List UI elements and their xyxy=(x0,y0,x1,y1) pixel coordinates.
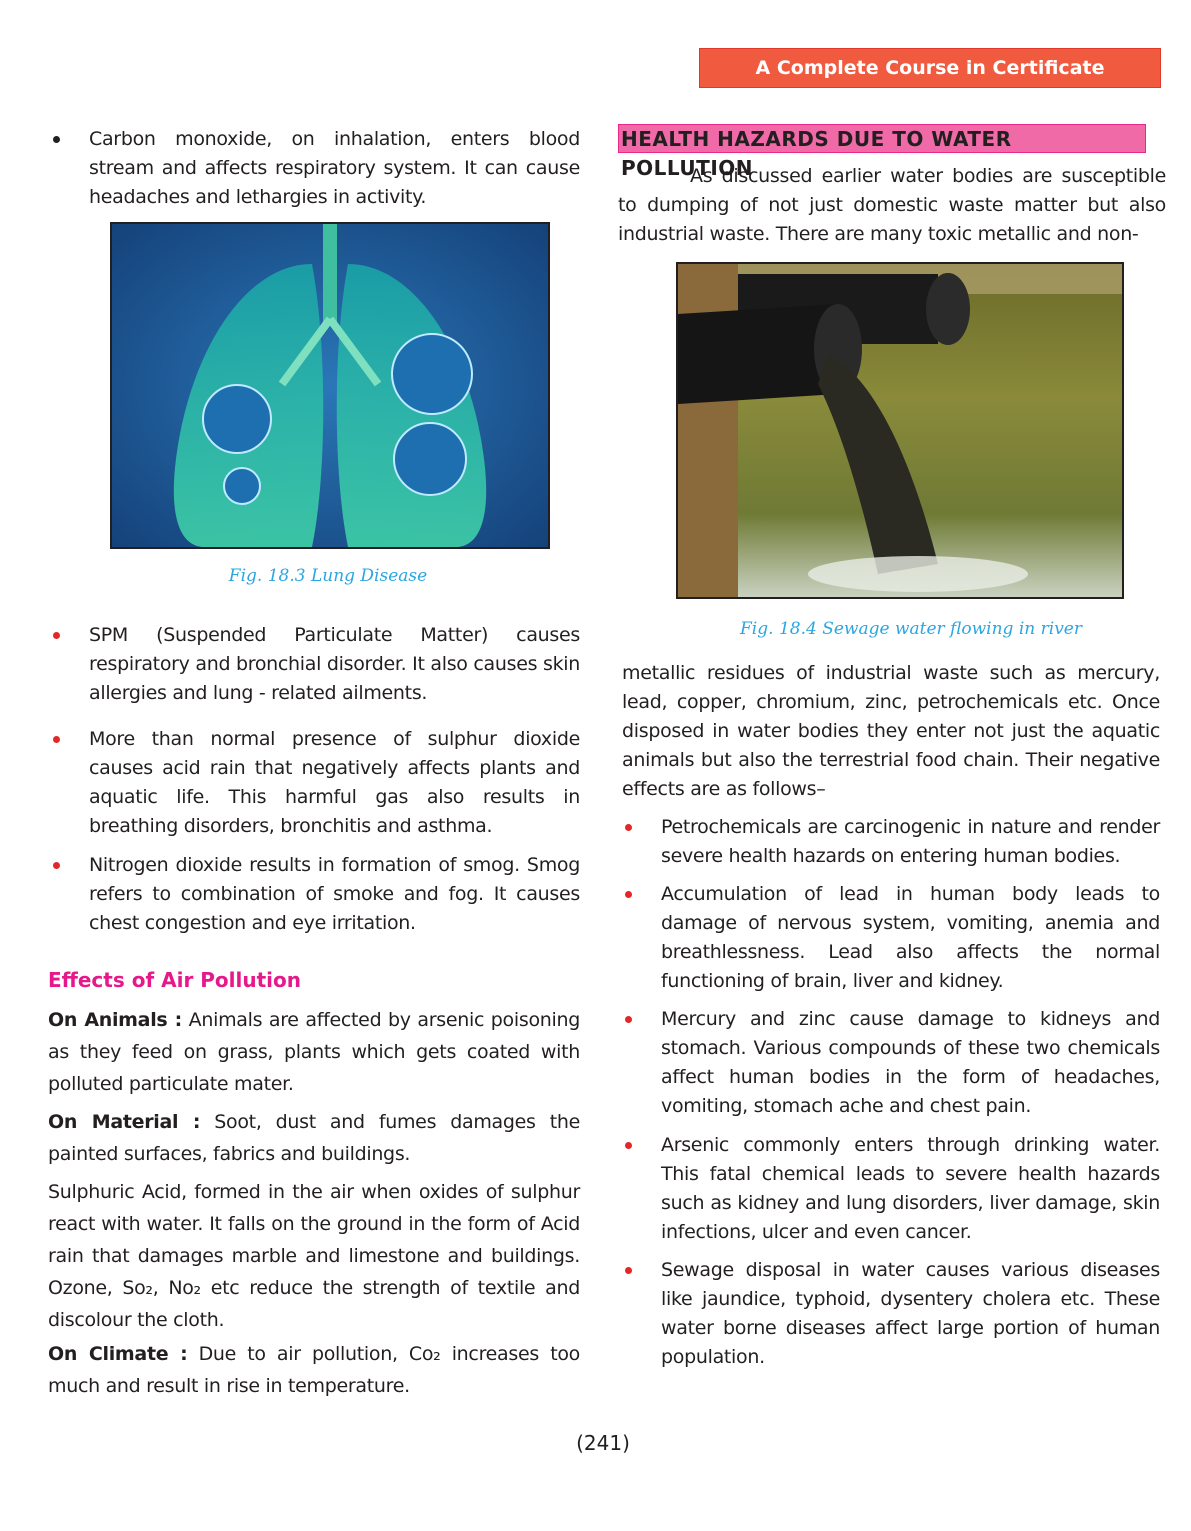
climate-label: On Climate : xyxy=(48,1343,188,1365)
bullet-text: Arsenic commonly enters through drinking water. This fatal chemical leads to severe health hazards such as kidney and lung disorders, liver damage, skin infections, ulcer and even cancer. xyxy=(661,1134,1160,1243)
section-heading: HEALTH HAZARDS DUE TO WATER POLLUTION xyxy=(618,124,1146,153)
fig-lung-caption: Fig. 18.3 Lung Disease xyxy=(228,566,428,586)
animals-label: On Animals : xyxy=(48,1009,182,1031)
bullet-icon xyxy=(625,824,632,831)
effects-heading: Effects of Air Pollution xyxy=(48,968,302,992)
bullet-icon xyxy=(53,862,60,869)
bullet-text: Nitrogen dioxide results in formation of smog. Smog refers to combination of smoke and fog. It causes chest congestion and eye irritation. xyxy=(89,854,580,934)
bullet-sewage xyxy=(661,1256,1160,1372)
metallic-residues-paragraph: metallic residues of industrial waste such as mercury, lead, copper, chromium, zinc, petrochemicals etc. Once disposed in water bodies they enter not just the aquatic animals but also the terrestrial food chain. Their negative effects are as follows– xyxy=(622,662,1160,800)
bullet-text: Accumulation of lead in human body leads to damage of nervous system, vomiting, anemia and breathlessness. Lead also affects the normal functioning of brain, liver and kidney. xyxy=(661,883,1160,992)
bullet-spm xyxy=(89,621,580,708)
bullet-text: Sewage disposal in water causes various diseases like jaundice, typhoid, dysentery cholera etc. These water borne diseases affect large portion of human population. xyxy=(661,1259,1160,1368)
bullet-icon xyxy=(53,736,60,743)
bullet-text: More than normal presence of sulphur dioxide causes acid rain that negatively affects plants and aquatic life. This harmful gas also results in breathing disorders, bronchitis and asthma. xyxy=(89,728,580,837)
page-number: (241) xyxy=(576,1431,630,1455)
bullet-lead xyxy=(661,880,1160,996)
bullet-icon xyxy=(625,1267,632,1274)
sulphuric-acid-paragraph: Sulphuric Acid, formed in the air when oxides of sulphur react with water. It falls on the ground in the form of Acid rain that damages marble and limestone and buildings. Ozone, So₂, No₂ etc reduce the strength of textile and discolour the cloth. xyxy=(48,1181,580,1331)
on-material-paragraph xyxy=(48,1106,580,1170)
bullet-mercury-zinc xyxy=(661,1005,1160,1121)
on-animals-paragraph xyxy=(48,1004,580,1100)
bullet-icon xyxy=(625,1142,632,1149)
bullet-nitrogen-dioxide xyxy=(89,851,580,938)
animals-text: Animals are affected by arsenic poisoning as they feed on grass, plants which gets coated with polluted particulate mater. xyxy=(48,1009,580,1095)
material-text: Soot, dust and fumes damages the painted surfaces, fabrics and buildings. xyxy=(48,1111,580,1165)
bullet-arsenic xyxy=(661,1131,1160,1247)
bullet-carbon-monoxide xyxy=(89,125,580,212)
fig-sewage-caption: Fig. 18.4 Sewage water flowing in river xyxy=(740,619,1082,639)
bullet-icon xyxy=(625,891,632,898)
bullet-icon xyxy=(53,136,60,143)
intro-paragraph: As discussed earlier water bodies are susceptible to dumping of not just domestic waste matter but also industrial waste. There are many toxic metallic and non- xyxy=(618,165,1166,245)
on-climate-paragraph xyxy=(48,1338,580,1402)
material-label: On Material : xyxy=(48,1111,201,1133)
bullet-icon xyxy=(53,632,60,639)
bullet-text: Petrochemicals are carcinogenic in nature and render severe health hazards on entering human bodies. xyxy=(661,816,1160,867)
bullet-sulphur-dioxide xyxy=(89,725,580,841)
climate-text: Due to air pollution, Co₂ increases too much and result in rise in temperature. xyxy=(48,1343,580,1397)
bullet-text: Carbon monoxide, on inhalation, enters blood stream and affects respiratory system. It can cause headaches and lethargies in activity. xyxy=(89,128,580,208)
sewage-water-image xyxy=(676,262,1124,599)
book-title-banner: A Complete Course in Certificate Geography-II xyxy=(699,48,1161,88)
bullet-icon xyxy=(625,1016,632,1023)
bullet-petrochemicals xyxy=(661,813,1160,871)
bullet-text: Mercury and zinc cause damage to kidneys and stomach. Various compounds of these two chemicals affect human bodies in the form of headaches, vomiting, stomach ache and chest pain. xyxy=(661,1008,1160,1117)
bullet-text: SPM (Suspended Particulate Matter) causes respiratory and bronchial disorder. It also causes skin allergies and lung - related ailments. xyxy=(89,624,580,704)
lung-disease-image xyxy=(110,222,550,549)
